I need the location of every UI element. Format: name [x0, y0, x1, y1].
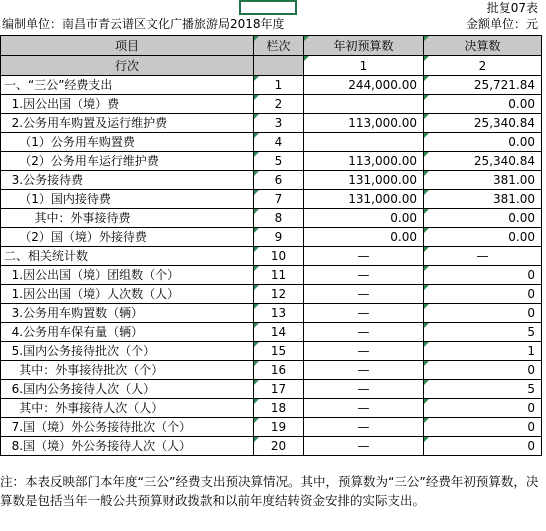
table-row	[1, 285, 542, 304]
row-order[interactable]: 3	[254, 114, 304, 133]
row-final-value[interactable]: 0	[424, 437, 542, 456]
row-final-value[interactable]: 25,721.84	[424, 76, 542, 95]
title-row	[0, 0, 546, 16]
table-row	[1, 209, 542, 228]
row-item-name[interactable]: 其中：外事接待费	[1, 209, 254, 228]
row-budget-value[interactable]: 113,000.00	[304, 152, 424, 171]
table-row	[1, 133, 542, 152]
row-item-name[interactable]: （2）公务用车运行维护费	[1, 152, 254, 171]
row-order[interactable]: 20	[254, 437, 304, 456]
col-order[interactable]: 栏次	[254, 36, 304, 56]
row-item-name[interactable]: 2.公务用车购置及运行维护费	[1, 114, 254, 133]
table-row	[1, 95, 542, 114]
row-order[interactable]: 19	[254, 418, 304, 437]
row-final-value[interactable]: 0	[424, 266, 542, 285]
row-budget-value[interactable]	[304, 95, 424, 114]
row-final-value[interactable]: 0.00	[424, 209, 542, 228]
row-item-name[interactable]: 6.国内公务接待人次（人）	[1, 380, 254, 399]
row-budget-value[interactable]	[304, 133, 424, 152]
row-budget-value[interactable]: 131,000.00	[304, 171, 424, 190]
table-code: 批复07表	[486, 1, 538, 15]
row-order[interactable]: 11	[254, 266, 304, 285]
row-order[interactable]: 2	[254, 95, 304, 114]
row-budget-value[interactable]: —	[304, 266, 424, 285]
row-order[interactable]: 10	[254, 247, 304, 266]
row-budget-value[interactable]: 113,000.00	[304, 114, 424, 133]
row-final-value[interactable]: 25,340.84	[424, 114, 542, 133]
row-order[interactable]: 5	[254, 152, 304, 171]
table-row	[1, 190, 542, 209]
row-budget-value[interactable]: —	[304, 247, 424, 266]
row-item-name[interactable]: 3.公务接待费	[1, 171, 254, 190]
row-final-value[interactable]: 0	[424, 418, 542, 437]
row-index-label[interactable]: 行次	[1, 56, 254, 76]
table-row	[1, 76, 542, 95]
row-order[interactable]: 6	[254, 171, 304, 190]
final-col-no[interactable]: 2	[424, 56, 542, 76]
row-item-name[interactable]: 1.因公出国（境）团组数（个）	[1, 266, 254, 285]
col-final[interactable]: 决算数	[424, 36, 542, 56]
row-order[interactable]: 12	[254, 285, 304, 304]
row-final-value[interactable]: —	[424, 247, 542, 266]
row-final-value[interactable]: 0	[424, 399, 542, 418]
row-order[interactable]: 9	[254, 228, 304, 247]
col-budget[interactable]: 年初预算数	[304, 36, 424, 56]
row-item-name[interactable]: 3.公务用车购置数（辆）	[1, 304, 254, 323]
row-final-value[interactable]: 0	[424, 361, 542, 380]
row-order[interactable]: 16	[254, 361, 304, 380]
unit-row	[0, 16, 546, 32]
footnote: 注：本表反映部门本年度“三公”经费支出预决算情况。其中，预算数为“三公”经费年初预算数，决算数是包括当年一般公共预算财政拨款和以前年度结转资金安排的实际支出。	[0, 474, 539, 508]
row-budget-value[interactable]: —	[304, 418, 424, 437]
table-row	[1, 437, 542, 456]
row-item-name[interactable]: 5.国内公务接待批次（个）	[1, 342, 254, 361]
row-order[interactable]: 8	[254, 209, 304, 228]
row-item-name[interactable]: 7.国（境）外公务接待批次（个）	[1, 418, 254, 437]
table-row	[1, 228, 542, 247]
row-item-name[interactable]: 1.因公出国（境）人次数（人）	[1, 285, 254, 304]
row-final-value[interactable]: 0.00	[424, 95, 542, 114]
table-row	[1, 152, 542, 171]
table-row	[1, 361, 542, 380]
row-final-value[interactable]: 0	[424, 304, 542, 323]
row-order[interactable]: 1	[254, 76, 304, 95]
row-order[interactable]: 13	[254, 304, 304, 323]
row-budget-value[interactable]: 244,000.00	[304, 76, 424, 95]
org-label: 编制单位：南昌市青云谱区文化广播旅游局2018年度	[2, 17, 285, 31]
table-row	[1, 304, 542, 323]
table-row	[1, 380, 542, 399]
row-item-name[interactable]: （1）公务用车购置费	[1, 133, 254, 152]
row-budget-value[interactable]: —	[304, 380, 424, 399]
row-budget-value[interactable]: —	[304, 399, 424, 418]
row-item-name[interactable]: （1）国内接待费	[1, 190, 254, 209]
row-final-value[interactable]: 1	[424, 342, 542, 361]
table-row	[1, 266, 542, 285]
row-budget-value[interactable]: —	[304, 304, 424, 323]
row-order[interactable]: 15	[254, 342, 304, 361]
table-row	[1, 418, 542, 437]
budget-col-no[interactable]: 1	[304, 56, 424, 76]
row-order[interactable]: 7	[254, 190, 304, 209]
row-budget-value[interactable]: 0.00	[304, 228, 424, 247]
row-budget-value[interactable]: 0.00	[304, 209, 424, 228]
header-row	[1, 36, 542, 56]
row-budget-value[interactable]: —	[304, 285, 424, 304]
row-final-value[interactable]: 381.00	[424, 171, 542, 190]
table-row	[1, 171, 542, 190]
row-item-name[interactable]: 二、相关统计数	[1, 247, 254, 266]
index-row	[1, 56, 542, 76]
row-order[interactable]: 18	[254, 399, 304, 418]
row-item-name[interactable]: 一、“三公”经费支出	[1, 76, 254, 95]
row-order[interactable]: 4	[254, 133, 304, 152]
row-final-value[interactable]: 381.00	[424, 190, 542, 209]
row-final-value[interactable]: 0	[424, 285, 542, 304]
row-final-value[interactable]: 25,340.84	[424, 152, 542, 171]
row-item-name[interactable]: （2）国（境）外接待费	[1, 228, 254, 247]
row-item-name[interactable]: 8.国（境）外公务接待人次（人）	[1, 437, 254, 456]
row-item-name[interactable]: 其中：外事接待批次（个）	[1, 361, 254, 380]
row-item-name[interactable]: 其中：外事接待人次（人）	[1, 399, 254, 418]
row-budget-value[interactable]: —	[304, 342, 424, 361]
col-item[interactable]: 项目	[1, 36, 254, 56]
row-order[interactable]: 17	[254, 380, 304, 399]
row-budget-value[interactable]: —	[304, 361, 424, 380]
row-budget-value[interactable]: 131,000.00	[304, 190, 424, 209]
unit-label: 金额单位：元	[465, 17, 538, 31]
row-index-empty[interactable]	[254, 56, 304, 76]
row-item-name[interactable]: 1.因公出国（境）费	[1, 95, 254, 114]
row-final-value[interactable]: 0.00	[424, 228, 542, 247]
row-budget-value[interactable]: —	[304, 323, 424, 342]
table-row	[1, 247, 542, 266]
row-final-value[interactable]: 0.00	[424, 133, 542, 152]
row-item-name[interactable]: 4.公务用车保有量（辆）	[1, 323, 254, 342]
table-row	[1, 114, 542, 133]
expense-table	[0, 35, 542, 456]
table-row	[1, 323, 542, 342]
table-row	[1, 342, 542, 361]
row-budget-value[interactable]: —	[304, 437, 424, 456]
row-final-value[interactable]: 5	[424, 380, 542, 399]
row-order[interactable]: 14	[254, 323, 304, 342]
table-row	[1, 399, 542, 418]
row-final-value[interactable]: 5	[424, 323, 542, 342]
